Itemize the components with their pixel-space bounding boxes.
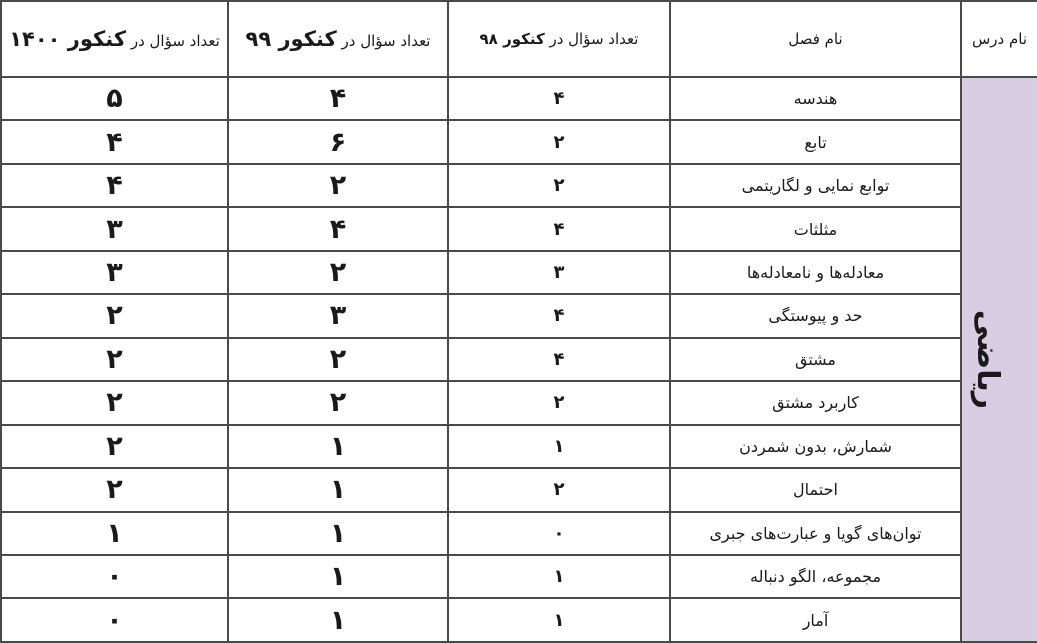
konkur-99-count-cell: ۳ bbox=[228, 294, 448, 337]
konkur-99-count-cell: ۱ bbox=[228, 468, 448, 511]
konkur-98-count-cell: ۴ bbox=[448, 207, 670, 250]
table-body bbox=[1, 77, 1037, 642]
table-row bbox=[1, 164, 1037, 207]
konkur-98-count-cell: ۲ bbox=[448, 468, 670, 511]
konkur-99-count-cell: ۱ bbox=[228, 425, 448, 468]
konkur-99-count-cell: ۱ bbox=[228, 555, 448, 598]
header-konkur-98 bbox=[448, 1, 670, 77]
konkur-98-count-cell: ۴ bbox=[448, 294, 670, 337]
konkur-98-count-cell: ۳ bbox=[448, 251, 670, 294]
konkur-1400-count-cell: ۲ bbox=[1, 468, 228, 511]
konkur-99-count-cell: ۶ bbox=[228, 120, 448, 163]
konkur-99-count-cell: ۲ bbox=[228, 164, 448, 207]
konkur-98-count-cell: ۴ bbox=[448, 77, 670, 120]
chapter-name-cell: مثلثات bbox=[670, 207, 961, 250]
table-row bbox=[1, 77, 1037, 120]
header-konkur-1400-prefix: تعداد سؤال در bbox=[130, 32, 220, 50]
chapter-name-cell: توان‌های گویا و عبارت‌های جبری bbox=[670, 512, 961, 555]
header-konkur-1400-bold: کنکور ۱۴۰۰ bbox=[9, 27, 127, 51]
chapter-name-cell: تابع bbox=[670, 120, 961, 163]
konkur-98-count-cell: ۲ bbox=[448, 381, 670, 424]
chapter-name-cell: توابع نمایی و لگاریتمی bbox=[670, 164, 961, 207]
konkur-99-count-cell: ۱ bbox=[228, 598, 448, 642]
header-chapter bbox=[670, 1, 961, 77]
header-konkur-98-text bbox=[480, 30, 639, 48]
chapter-name-cell: کاربرد مشتق bbox=[670, 381, 961, 424]
konkur-1400-count-cell: ۲ bbox=[1, 381, 228, 424]
table-row bbox=[1, 120, 1037, 163]
chapter-name-cell: حد و پیوستگی bbox=[670, 294, 961, 337]
konkur-1400-count-cell: ۳ bbox=[1, 207, 228, 250]
header-konkur-98-prefix: تعداد سؤال در bbox=[549, 30, 639, 48]
konkur-1400-count-cell: ۵ bbox=[1, 77, 228, 120]
konkur-1400-count-cell: ۱ bbox=[1, 512, 228, 555]
chapter-name-cell: آمار bbox=[670, 598, 961, 642]
table-row bbox=[1, 294, 1037, 337]
header-subject-label: نام درس bbox=[971, 30, 1028, 48]
konkur-1400-count-cell: ۳ bbox=[1, 251, 228, 294]
header-subject bbox=[961, 1, 1037, 77]
konkur-98-count-cell: ۲ bbox=[448, 164, 670, 207]
chapter-name-cell: معادله‌ها و نامعادله‌ها bbox=[670, 251, 961, 294]
chapter-name-cell: مجموعه، الگو دنباله bbox=[670, 555, 961, 598]
konkur-1400-count-cell: ۲ bbox=[1, 425, 228, 468]
konkur-98-count-cell: ۲ bbox=[448, 120, 670, 163]
table-row bbox=[1, 251, 1037, 294]
konkur-99-count-cell: ۲ bbox=[228, 338, 448, 381]
konkur-99-count-cell: ۱ bbox=[228, 512, 448, 555]
table-row bbox=[1, 425, 1037, 468]
konkur-99-count-cell: ۲ bbox=[228, 251, 448, 294]
table-row bbox=[1, 512, 1037, 555]
konkur-98-count-cell: ۰ bbox=[448, 512, 670, 555]
chapter-name-cell: هندسه bbox=[670, 77, 961, 120]
subject-cell bbox=[961, 77, 1037, 642]
konkur-98-count-cell: ۱ bbox=[448, 555, 670, 598]
header-konkur-1400-text bbox=[9, 27, 220, 51]
konkur-99-count-cell: ۲ bbox=[228, 381, 448, 424]
konkur-99-count-cell: ۴ bbox=[228, 77, 448, 120]
konkur-1400-count-cell: ۰ bbox=[1, 555, 228, 598]
table-row bbox=[1, 598, 1037, 642]
header-konkur-99 bbox=[228, 1, 448, 77]
table-row bbox=[1, 338, 1037, 381]
table-row bbox=[1, 381, 1037, 424]
header-konkur-1400 bbox=[1, 1, 228, 77]
konkur-1400-count-cell: ۴ bbox=[1, 120, 228, 163]
konkur-1400-count-cell: ۰ bbox=[1, 598, 228, 642]
konkur-98-count-cell: ۴ bbox=[448, 338, 670, 381]
konkur-98-count-cell: ۱ bbox=[448, 598, 670, 642]
header-chapter-label: نام فصل bbox=[788, 30, 843, 48]
subject-name: ریاضی bbox=[969, 309, 1005, 410]
table-row bbox=[1, 207, 1037, 250]
konkur-99-count-cell: ۴ bbox=[228, 207, 448, 250]
konkur-1400-count-cell: ۲ bbox=[1, 294, 228, 337]
chapter-name-cell: احتمال bbox=[670, 468, 961, 511]
konkur-1400-count-cell: ۴ bbox=[1, 164, 228, 207]
konkur-1400-count-cell: ۲ bbox=[1, 338, 228, 381]
header-konkur-99-text bbox=[246, 27, 431, 51]
chapter-name-cell: شمارش، بدون شمردن bbox=[670, 425, 961, 468]
header-konkur-99-bold: کنکور ۹۹ bbox=[245, 27, 337, 51]
header-konkur-98-bold: کنکور ۹۸ bbox=[479, 30, 545, 48]
header-row bbox=[1, 1, 1037, 77]
header-konkur-99-prefix: تعداد سؤال در bbox=[341, 32, 431, 50]
table-row bbox=[1, 468, 1037, 511]
chapter-name-cell: مشتق bbox=[670, 338, 961, 381]
konkur-98-count-cell: ۱ bbox=[448, 425, 670, 468]
table-row bbox=[1, 555, 1037, 598]
